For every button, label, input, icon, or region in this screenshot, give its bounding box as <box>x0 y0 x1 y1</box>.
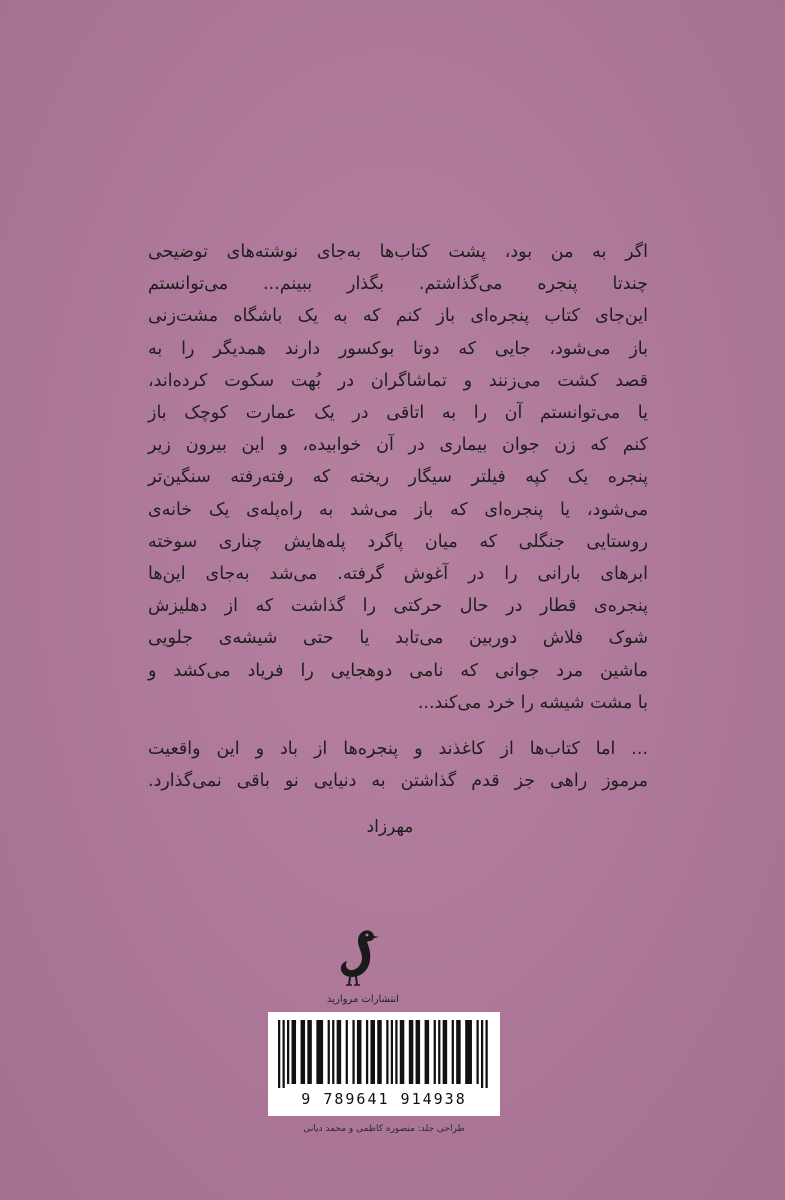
barcode-bar <box>357 1020 362 1084</box>
barcode <box>268 1012 500 1116</box>
blurb-line: ابرهای بارانی را در آغوش گرفته. می‌شد به‌جای این‌ها <box>148 564 648 585</box>
barcode-bar <box>292 1020 297 1084</box>
blurb-closing-paragraph <box>148 733 648 797</box>
blurb-line: این‌جای کتاب پنجره‌ای باز کنم که به یک باشگاه مشت‌زنی <box>148 306 648 327</box>
barcode-bar <box>352 1020 354 1084</box>
barcode-bar <box>476 1020 478 1084</box>
blurb-line: یا می‌توانستم آن را به اتاقی در یک عمارت کوچک باز <box>148 403 648 424</box>
barcode-bar <box>416 1020 421 1084</box>
blurb-paragraph <box>148 236 648 719</box>
blurb-line: با مشت شیشه را خرد می‌کند... <box>417 692 648 713</box>
barcode-bars <box>278 1020 490 1088</box>
barcode-bar <box>287 1020 289 1084</box>
author-name: مهرزاد <box>366 817 414 837</box>
blurb-line: می‌شود، یا پنجره‌ای که باز می‌شد به راه‌پله‌ی یک خانه‌ی <box>148 499 648 520</box>
barcode-bar <box>434 1020 436 1084</box>
barcode-bar <box>377 1020 382 1084</box>
isbn-number: 9 789641 914938 <box>301 1090 467 1108</box>
barcode-bar <box>301 1020 306 1084</box>
barcode-bar <box>481 1020 483 1088</box>
blurb-line: باز می‌شود، جایی که دوتا بوکسور دارند همدیگر را به <box>148 338 648 359</box>
barcode-bar <box>452 1020 454 1084</box>
barcode-bar <box>456 1020 461 1084</box>
blurb-line: کنم که زن جوان بیماری در آن خوابیده، و این بیرون زیر <box>148 435 648 456</box>
publisher-name: انتشارات مروارید <box>326 994 400 1005</box>
blurb-line: چندتا پنجره می‌گذاشتم. بگذار ببینم... می‌توانستم <box>148 274 648 295</box>
blurb-line: قصد کشت می‌زنند و تماشاگران در بُهت سکوت کرده‌اند، <box>148 370 648 391</box>
barcode-bar <box>438 1020 440 1084</box>
barcode-bar <box>395 1020 397 1084</box>
barcode-bar <box>346 1020 348 1084</box>
barcode-bar <box>366 1020 368 1084</box>
blurb-line: پنجره‌ی قطار در حال حرکتی را گذاشت که از دهلیزش <box>148 596 648 617</box>
blurb-line: مرموز راهی جز قدم گذاشتن به دنیایی نو باقی نمی‌گذارد. <box>148 771 648 792</box>
barcode-bar <box>307 1020 312 1084</box>
barcode-bar <box>465 1020 472 1084</box>
blurb-line: شوک فلاش دوربین می‌تابد یا حتی شیشه‌ی جلویی <box>148 628 648 649</box>
barcode-bar <box>328 1020 330 1084</box>
barcode-bar <box>400 1020 405 1084</box>
barcode-bar <box>278 1020 280 1088</box>
barcode-bar <box>425 1020 430 1084</box>
barcode-bar <box>485 1020 487 1088</box>
blurb-line: پنجره یک کپه فیلتر سیگار ریخته که رفته‌رفته سنگین‌تر <box>148 467 648 488</box>
barcode-bar <box>409 1020 414 1084</box>
barcode-bar <box>370 1020 375 1084</box>
barcode-bar <box>332 1020 334 1084</box>
blurb-line: روستایی جنگلی که میان پاگرد پله‌هایش چناری سوخته <box>148 531 648 552</box>
barcode-bar <box>386 1020 388 1084</box>
blurb-line: ماشین مرد جوانی که نامی دوهجایی را فریاد می‌کشد و <box>148 660 648 681</box>
barcode-bar <box>391 1020 393 1084</box>
barcode-bar <box>443 1020 448 1084</box>
bird-logo-icon <box>336 925 380 989</box>
cover-design-credit: طراحی جلد: منصوره کاظمی و محمد دیانی <box>303 1124 465 1134</box>
blurb-line: ... اما کتاب‌ها از کاغذند و پنجره‌ها از باد و این واقعیت <box>148 739 648 759</box>
barcode-bar <box>316 1020 323 1084</box>
barcode-bar <box>283 1020 285 1088</box>
blurb-line: اگر به من بود، پشت کتاب‌ها به‌جای نوشته‌های توضیحی <box>148 242 648 262</box>
barcode-bar <box>337 1020 342 1084</box>
